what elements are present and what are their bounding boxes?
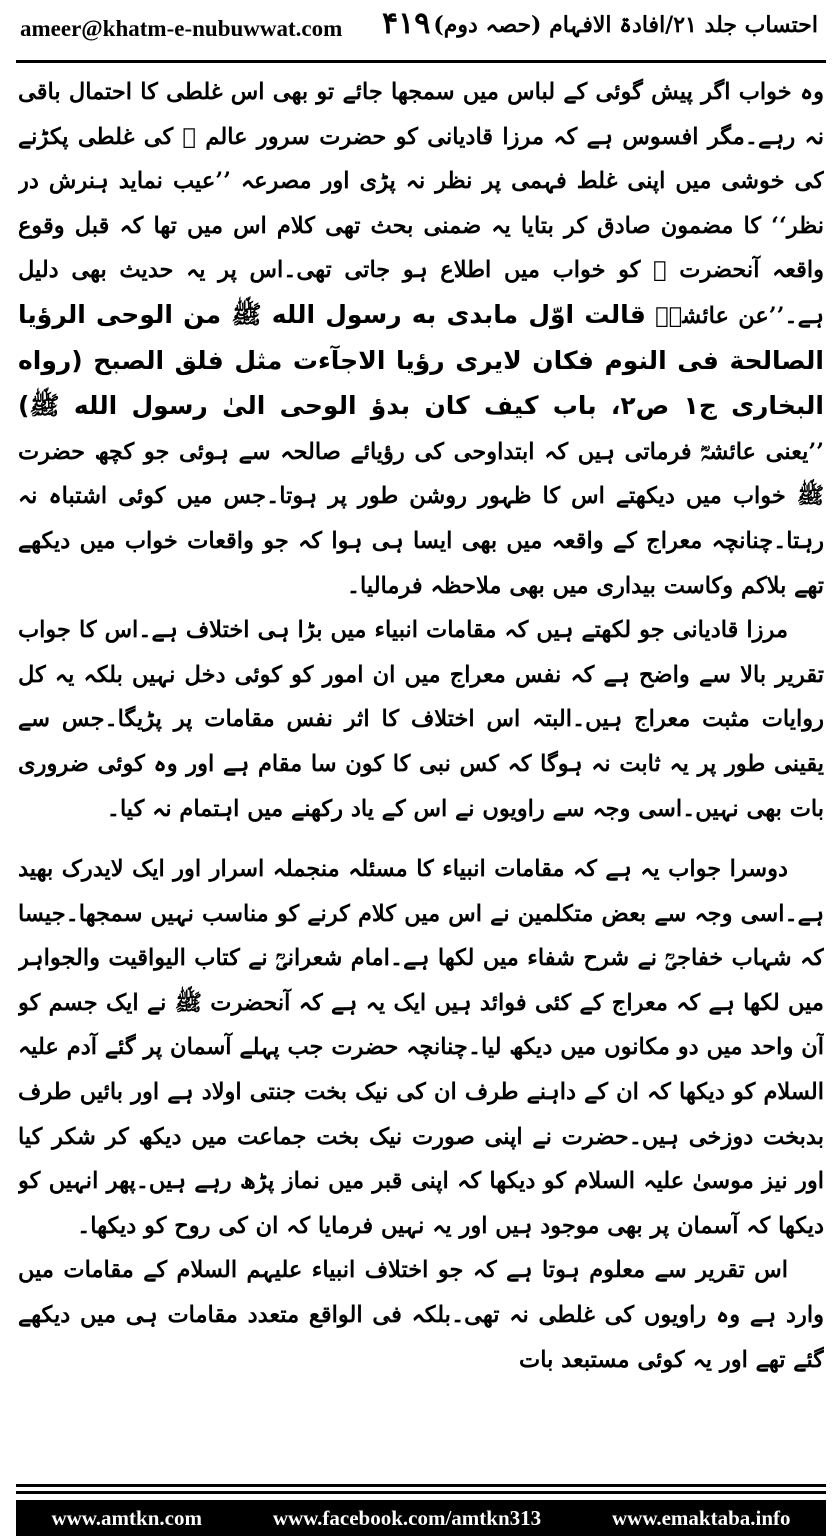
paragraph-2: مرزا قادیانی جو لکھتے ہیں کہ مقامات انبیاء میں بڑا ہی اختلاف ہے۔اس کا جواب تقریر بالا سے واضح ہے کہ نفس معراج میں ان امور کو کوئی دخل نہیں بلکہ یہ کل روایات مثبت معراج ہیں۔البتہ اس اختلاف کا اثر نفس مقامات پر پڑیگا۔جس سے یقینی طور پر یہ ثابت نہ ہوگا کہ کس نبی کا کون سا مقام ہے اور وہ کوئی ضروری بات بھی نہیں۔اسی وجہ سے راویوں نے اس کے یاد رکھنے میں اہتمام نہ کیا۔ [18,617,824,822]
paragraph-1-text: وہ خواب اگر پیش گوئی کے لباس میں سمجھا جائے تو بھی اس غلطی کا احتمال باقی نہ رہے۔مگر افسوس ہے کہ مرزا قادیانی کو حضرت سرور عالم ﷺ کی غلطی پکڑنے کی خوشی میں اپنی غلط فہمی پر نظر نہ پڑی اور مصرعہ ’’عیب نماید ہنرش در نظر‘‘ کا مضمون صادق کر بتایا یہ ضمنی بحث تھی کلام اس میں تھا کہ قبل وقوع واقعہ آنحضرت ﷺ کو خواب میں اطلاع ہو جاتی تھی۔اس پر یہ حدیث بھی دلیل ہے۔’’عن عائشہؓ [18,79,824,329]
page-body [18,70,824,1475]
paragraph-1-continued: ’’یعنی عائشہؓ فرماتی ہیں کہ ابتداوحی کی رؤیائے صالحہ سے ہوئی جو کچھ حضرت ﷺ خواب میں دیکھتے اس کا ظہور روشن طور پر ہوتا۔جس میں کوئی اشتباہ نہ رہتا۔چنانچہ معراج کے واقعہ میں بھی ایسا ہی ہوا کہ جو واقعات خواب میں دیکھے تھے بلاکم وکاست بیداری میں بھی ملاحظہ فرمالیا۔ [18,438,824,599]
book-title: احتساب جلد ۲۱/افادۃ الافہام (حصہ دوم) [433,12,818,38]
footer-bar [16,1500,826,1536]
footer-link-emaktaba[interactable]: www.emaktaba.info [612,1505,791,1530]
paragraph-4: اس تقریر سے معلوم ہوتا ہے کہ جو اختلاف انبیاء علیہم السلام کے مقامات میں وارد ہے وہ راویوں کی غلطی نہ تھی۔بلکہ فی الواقع متعدد مقامات ہی میں دیکھے گئے تھے اور یہ کوئی مستبعد بات [18,1257,824,1373]
hadith-arabic-quote: قالت اوّل مابدی به رسول الله ﷺ من الوحی الرؤیا الصالحة فی النوم فكان لایری رؤیا الاجآءت مثل فلق الصبح (رواه البخاری ج۱ ص۲، باب كیف كان بدؤ الوحی الیٰ رسول الله ﷺ) [18,299,824,421]
footer-rule-lower [16,1491,826,1494]
footer-link-facebook[interactable]: www.facebook.com/amtkn313 [272,1505,542,1530]
paragraph-1 [18,70,824,608]
header-rule [16,60,826,63]
paragraph-3: دوسرا جواب یہ ہے کہ مقامات انبیاء کا مسئلہ منجملہ اسرار اور ایک لایدرک بھید ہے۔اسی وجہ سے بعض متکلمین نے اس میں کلام کرنے کو مناسب نہیں سمجھا۔جیسا کہ شہاب خفاجیؒ نے شرح شفاء میں لکھا ہے۔امام شعرانیؒ نے کتاب الیواقیت والجواہر میں لکھا ہے کہ معراج کے کئی فوائد ہیں ایک یہ ہے کہ آنحضرت ﷺ نے ایک جسم کو آن واحد میں دو مکانوں میں دیکھ لیا۔چنانچہ حضرت جب پہلے آسمان پر گئے آدم علیہ السلام کو دیکھا کہ ان کے داہنے طرف ان کی نیک بخت جنتی اولاد ہے اور بائیں طرف بدبخت دوزخی ہیں۔حضرت نے اپنی صورت نیک بخت جماعت میں دیکھ کر شکر کیا اور نیز موسیٰ علیہ السلام کو دیکھا کہ اپنی قبر میں نماز پڑھ رہے ہیں۔پھر انہیں کو دیکھا کہ آسمان پر بھی موجود ہیں اور یہ نہیں فرمایا کہ ان کی روح کو دیکھا۔ [18,856,824,1239]
header-email: ameer@khatm-e-nubuwwat.com [20,16,343,41]
paragraph-gap [18,831,824,847]
page-header [0,0,840,64]
footer-rule-upper [16,1484,826,1487]
footer-link-website[interactable]: www.amtkn.com [51,1505,202,1530]
page-number: ۴۱۹ [382,6,431,41]
